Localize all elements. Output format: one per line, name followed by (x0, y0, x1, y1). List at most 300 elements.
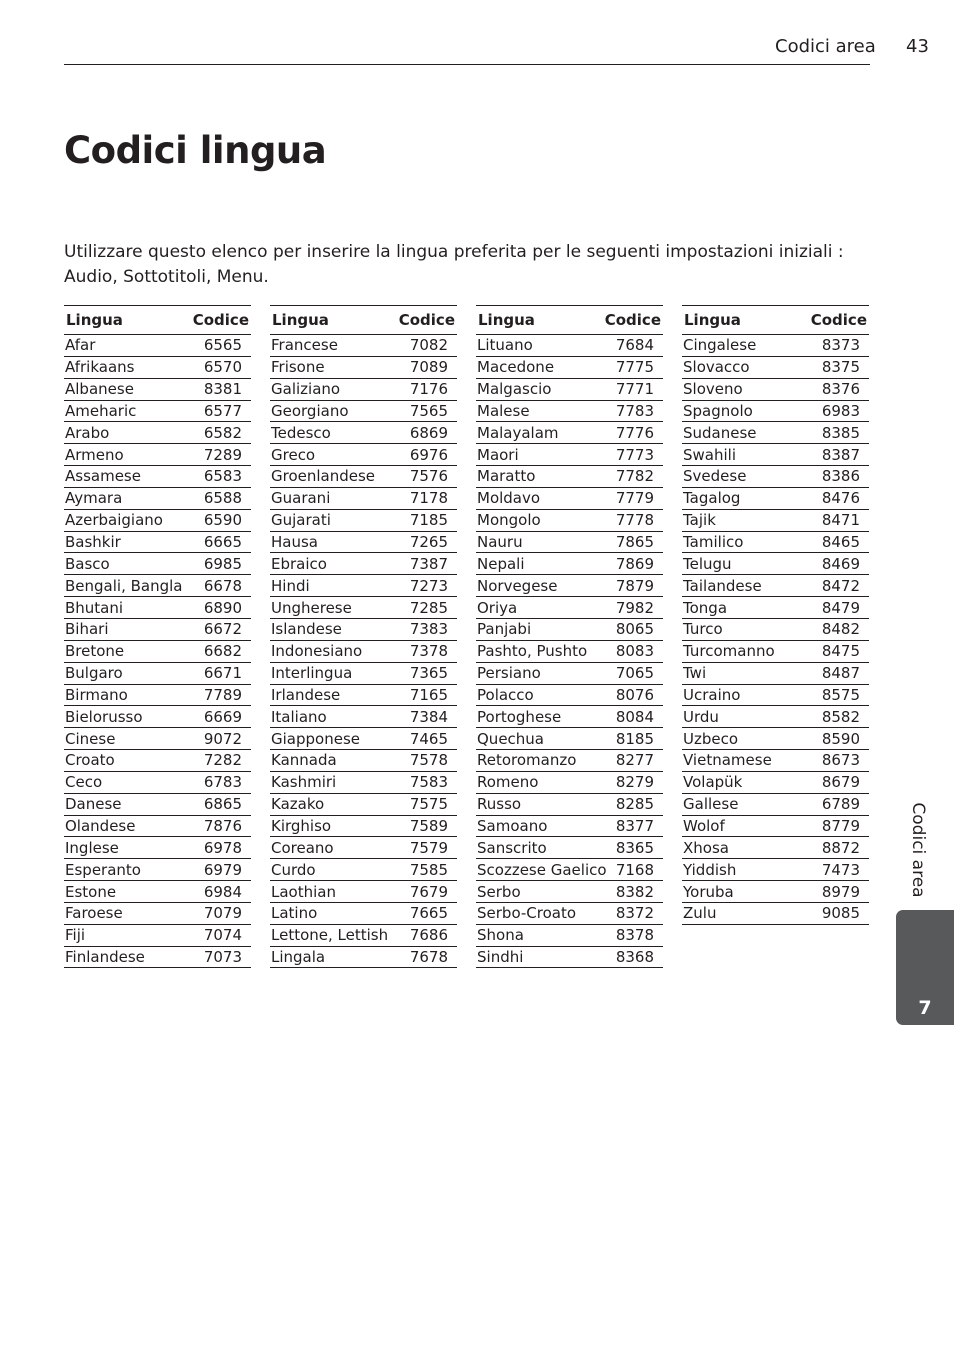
language-name: Afrikaans (65, 358, 135, 377)
table-row (270, 837, 457, 859)
language-name: Croato (65, 751, 115, 770)
language-code: 8368 (615, 948, 654, 967)
language-code: 7378 (409, 642, 448, 661)
language-name: Oriya (477, 598, 518, 617)
table-row (476, 532, 663, 554)
language-code: 6978 (203, 838, 242, 857)
language-name: Birmano (65, 685, 128, 704)
table-row (476, 794, 663, 816)
table-row (64, 597, 251, 619)
language-name: Frisone (271, 358, 325, 377)
language-code: 7783 (615, 401, 654, 420)
page-number: 43 (906, 36, 929, 57)
table-row (270, 685, 457, 707)
table-row (682, 794, 869, 816)
language-name: Slovacco (683, 358, 750, 377)
table-row (270, 466, 457, 488)
table-row (476, 597, 663, 619)
language-code: 8277 (615, 751, 654, 770)
table-row (64, 685, 251, 707)
language-name: Faroese (65, 904, 123, 923)
language-code: 7779 (615, 489, 654, 508)
language-code: 7165 (409, 685, 448, 704)
table-header (270, 306, 457, 335)
language-code: 7678 (409, 948, 448, 967)
language-name: Turcomanno (683, 642, 775, 661)
header-language: Lingua (684, 311, 741, 329)
language-name: Ceco (65, 773, 103, 792)
table-row (476, 685, 663, 707)
table-header (682, 306, 869, 335)
language-name: Kannada (271, 751, 337, 770)
language-code: 6682 (203, 642, 242, 661)
table-row (64, 401, 251, 423)
language-code: 8084 (615, 707, 654, 726)
language-name: Tailandese (683, 576, 762, 595)
table-row (476, 881, 663, 903)
language-code: 7778 (615, 511, 654, 530)
table-row (270, 532, 457, 554)
language-code: 7089 (409, 358, 448, 377)
language-name: Malgascio (477, 380, 552, 399)
language-code: 7589 (409, 816, 448, 835)
language-name: Vietnamese (683, 751, 772, 770)
table-row (682, 597, 869, 619)
language-code: 7565 (409, 401, 448, 420)
language-code: 7579 (409, 838, 448, 857)
language-code: 7465 (409, 729, 448, 748)
language-name: Wolof (683, 816, 725, 835)
language-code: 6869 (409, 423, 448, 442)
language-name: Turco (683, 620, 723, 639)
language-code: 7273 (409, 576, 448, 595)
table-row (64, 466, 251, 488)
language-code: 8279 (615, 773, 654, 792)
language-name: Irlandese (271, 685, 341, 704)
language-name: Greco (271, 445, 316, 464)
language-code: 8382 (615, 882, 654, 901)
language-code: 8065 (615, 620, 654, 639)
language-code: 8185 (615, 729, 654, 748)
page-title: Codici lingua (64, 129, 327, 172)
language-code: 6577 (203, 401, 242, 420)
table-row (682, 750, 869, 772)
language-name: Tamilico (683, 533, 744, 552)
language-name: Galiziano (271, 380, 341, 399)
language-name: Curdo (271, 860, 316, 879)
language-code: 7773 (615, 445, 654, 464)
language-code: 7583 (409, 773, 448, 792)
language-name: Spagnolo (683, 401, 753, 420)
table-row (682, 488, 869, 510)
table-row (476, 816, 663, 838)
language-name: Scozzese Gaelico (477, 860, 607, 879)
language-code: 7775 (615, 358, 654, 377)
language-code: 6865 (203, 795, 242, 814)
language-name: Ameharic (65, 401, 137, 420)
table-row (64, 728, 251, 750)
table-row (64, 619, 251, 641)
table-row (270, 444, 457, 466)
language-name: Laothian (271, 882, 336, 901)
table-row (476, 947, 663, 969)
language-code: 7074 (203, 926, 242, 945)
header-code: Codice (810, 311, 867, 329)
language-code: 8487 (821, 664, 860, 683)
table-row (476, 925, 663, 947)
table-row (270, 772, 457, 794)
language-name: Indonesiano (271, 642, 363, 661)
language-code: 7585 (409, 860, 448, 879)
language-name: Portoghese (477, 707, 562, 726)
table-row (476, 357, 663, 379)
language-code: 7771 (615, 380, 654, 399)
table-row (64, 575, 251, 597)
language-name: Russo (477, 795, 522, 814)
table-row (64, 532, 251, 554)
language-name: Olandese (65, 816, 136, 835)
language-code: 8582 (821, 707, 860, 726)
language-code: 7782 (615, 467, 654, 486)
language-code: 8378 (615, 926, 654, 945)
table-row (682, 532, 869, 554)
table-row (682, 379, 869, 401)
language-name: Zulu (683, 904, 717, 923)
table-row (270, 379, 457, 401)
language-name: Svedese (683, 467, 747, 486)
language-name: Lingala (271, 948, 326, 967)
language-name: Interlingua (271, 664, 353, 683)
table-row (682, 510, 869, 532)
language-name: Norvegese (477, 576, 558, 595)
language-code: 8385 (821, 423, 860, 442)
language-code: 8377 (615, 816, 654, 835)
language-name: Bielorusso (65, 707, 143, 726)
table-row (476, 619, 663, 641)
language-code: 7576 (409, 467, 448, 486)
table-row (270, 422, 457, 444)
language-code: 8471 (821, 511, 860, 530)
language-name: Hausa (271, 533, 318, 552)
language-code: 7876 (203, 816, 242, 835)
language-name: Mongolo (477, 511, 541, 530)
language-name: Tajik (683, 511, 716, 530)
language-code: 7073 (203, 948, 242, 967)
language-name: Danese (65, 795, 122, 814)
language-name: Kirghiso (271, 816, 332, 835)
table-row (64, 357, 251, 379)
language-code: 9085 (821, 904, 860, 923)
language-name: Moldavo (477, 489, 541, 508)
table-row (64, 422, 251, 444)
language-name: Ebraico (271, 554, 327, 573)
language-name: Persiano (477, 664, 541, 683)
language-name: Bhutani (65, 598, 124, 617)
language-name: Serbo (477, 882, 521, 901)
language-name: Retoromanzo (477, 751, 577, 770)
language-code: 8376 (821, 380, 860, 399)
language-code: 8590 (821, 729, 860, 748)
table-row (682, 619, 869, 641)
language-code: 8479 (821, 598, 860, 617)
language-name: Nepali (477, 554, 525, 573)
table-row (476, 466, 663, 488)
language-code: 7384 (409, 707, 448, 726)
language-code: 7869 (615, 554, 654, 573)
language-code: 8381 (203, 380, 242, 399)
language-code: 7365 (409, 664, 448, 683)
table-row (270, 619, 457, 641)
table-row (476, 728, 663, 750)
language-code: 7079 (203, 904, 242, 923)
language-code: 6976 (409, 445, 448, 464)
language-code: 7879 (615, 576, 654, 595)
language-name: Yiddish (683, 860, 737, 879)
language-name: Sanscrito (477, 838, 547, 857)
language-name: Polacco (477, 685, 534, 704)
language-name: Lituano (477, 336, 533, 355)
language-code: 7285 (409, 598, 448, 617)
table-row (476, 401, 663, 423)
language-code: 7265 (409, 533, 448, 552)
intro-paragraph: Utilizzare questo elenco per inserire la lingua preferita per le seguenti impostazioni iniziali : Audio, Sottotitoli, Menu. (64, 242, 844, 287)
language-code: 7684 (615, 336, 654, 355)
table-row (270, 750, 457, 772)
language-name: Xhosa (683, 838, 729, 857)
language-name: Afar (65, 336, 96, 355)
language-name: Groenlandese (271, 467, 376, 486)
table-row (682, 706, 869, 728)
language-code: 6789 (821, 795, 860, 814)
table-row (64, 488, 251, 510)
table-row (270, 663, 457, 685)
table-row (64, 925, 251, 947)
table-row (270, 881, 457, 903)
language-code: 7473 (821, 860, 860, 879)
table-row (270, 510, 457, 532)
language-code: 6565 (203, 336, 242, 355)
table-row (682, 816, 869, 838)
language-name: Sindhi (477, 948, 524, 967)
language-table-4 (682, 305, 869, 925)
table-row (682, 728, 869, 750)
language-name: Estone (65, 882, 117, 901)
language-code: 6890 (203, 598, 242, 617)
language-code: 8373 (821, 336, 860, 355)
language-name: Bihari (65, 620, 109, 639)
language-code: 8779 (821, 816, 860, 835)
table-row (682, 422, 869, 444)
language-name: Telugu (683, 554, 732, 573)
table-row (476, 837, 663, 859)
language-code: 6985 (203, 554, 242, 573)
language-code: 6665 (203, 533, 242, 552)
language-code: 7686 (409, 926, 448, 945)
language-name: Aymara (65, 489, 123, 508)
table-row (476, 422, 663, 444)
table-row (270, 553, 457, 575)
table-row (682, 575, 869, 597)
language-code: 8469 (821, 554, 860, 573)
language-code: 8979 (821, 882, 860, 901)
table-header (64, 306, 251, 335)
language-name: Cinese (65, 729, 116, 748)
table-row (270, 925, 457, 947)
language-name: Malese (477, 401, 530, 420)
chapter-tab (896, 910, 954, 1025)
table-row (476, 379, 663, 401)
table-row (476, 706, 663, 728)
language-code: 8365 (615, 838, 654, 857)
language-name: Giapponese (271, 729, 360, 748)
table-row (682, 663, 869, 685)
language-name: Bashkir (65, 533, 121, 552)
language-code: 6984 (203, 882, 242, 901)
language-code: 7575 (409, 795, 448, 814)
language-name: Tonga (683, 598, 728, 617)
header-code: Codice (604, 311, 661, 329)
table-row (64, 772, 251, 794)
language-code: 7789 (203, 685, 242, 704)
language-name: Kashmiri (271, 773, 337, 792)
language-code: 8083 (615, 642, 654, 661)
table-row (64, 816, 251, 838)
language-name: Inglese (65, 838, 119, 857)
language-code: 8387 (821, 445, 860, 464)
header-language: Lingua (272, 311, 329, 329)
language-name: Ucraino (683, 685, 741, 704)
table-row (682, 641, 869, 663)
header-divider (64, 64, 870, 65)
language-name: Cingalese (683, 336, 757, 355)
language-code: 6588 (203, 489, 242, 508)
language-code: 6672 (203, 620, 242, 639)
language-code: 9072 (203, 729, 242, 748)
language-name: Maori (477, 445, 519, 464)
table-row (270, 947, 457, 969)
language-name: Gallese (683, 795, 739, 814)
language-name: Panjabi (477, 620, 532, 639)
table-row (476, 553, 663, 575)
table-row (476, 335, 663, 357)
language-name: Sudanese (683, 423, 757, 442)
language-name: Finlandese (65, 948, 145, 967)
table-row (64, 859, 251, 881)
language-name: Sloveno (683, 380, 743, 399)
language-name: Esperanto (65, 860, 141, 879)
language-code: 7865 (615, 533, 654, 552)
language-code: 7178 (409, 489, 448, 508)
language-code: 7665 (409, 904, 448, 923)
header-section-title: Codici area (775, 36, 876, 57)
language-name: Yoruba (683, 882, 734, 901)
table-row (64, 881, 251, 903)
language-code: 7176 (409, 380, 448, 399)
table-row (476, 575, 663, 597)
language-name: Fiji (65, 926, 86, 945)
language-name: Romeno (477, 773, 539, 792)
table-row (682, 772, 869, 794)
language-code: 7578 (409, 751, 448, 770)
language-name: Macedone (477, 358, 555, 377)
language-code: 7289 (203, 445, 242, 464)
language-name: Bengali, Bangla (65, 576, 183, 595)
table-row (64, 510, 251, 532)
table-row (476, 903, 663, 925)
table-row (270, 794, 457, 816)
language-name: Malayalam (477, 423, 559, 442)
table-row (64, 794, 251, 816)
language-table-2 (270, 305, 457, 968)
header-language: Lingua (478, 311, 535, 329)
language-name: Pashto, Pushto (477, 642, 588, 661)
language-name: Guarani (271, 489, 331, 508)
language-name: Islandese (271, 620, 342, 639)
language-code: 7387 (409, 554, 448, 573)
table-header (476, 306, 663, 335)
table-row (682, 881, 869, 903)
table-row (476, 444, 663, 466)
table-row (476, 641, 663, 663)
table-row (270, 728, 457, 750)
language-code: 7383 (409, 620, 448, 639)
language-name: Lettone, Lettish (271, 926, 389, 945)
header-language: Lingua (66, 311, 123, 329)
language-name: Azerbaigiano (65, 511, 163, 530)
language-name: Hindi (271, 576, 310, 595)
language-table-1 (64, 305, 251, 968)
language-code: 7185 (409, 511, 448, 530)
language-table-3 (476, 305, 663, 968)
language-name: Nauru (477, 533, 523, 552)
language-code: 8673 (821, 751, 860, 770)
language-code: 7065 (615, 664, 654, 683)
table-row (64, 947, 251, 969)
language-name: Urdu (683, 707, 719, 726)
language-code: 8476 (821, 489, 860, 508)
language-code: 8465 (821, 533, 860, 552)
table-row (64, 663, 251, 685)
language-code: 6783 (203, 773, 242, 792)
table-row (476, 772, 663, 794)
language-code: 8679 (821, 773, 860, 792)
language-name: Bretone (65, 642, 125, 661)
table-row (270, 859, 457, 881)
table-row (682, 357, 869, 379)
language-code: 7679 (409, 882, 448, 901)
language-code: 6570 (203, 358, 242, 377)
language-name: Serbo-Croato (477, 904, 577, 923)
table-row (64, 335, 251, 357)
language-name: Samoano (477, 816, 548, 835)
language-name: Ungherese (271, 598, 352, 617)
language-name: Francese (271, 336, 338, 355)
table-row (476, 488, 663, 510)
language-name: Italiano (271, 707, 327, 726)
language-name: Latino (271, 904, 318, 923)
language-name: Assamese (65, 467, 141, 486)
language-name: Armeno (65, 445, 124, 464)
table-row (682, 859, 869, 881)
table-row (64, 379, 251, 401)
language-code: 8575 (821, 685, 860, 704)
table-row (476, 510, 663, 532)
language-name: Shona (477, 926, 524, 945)
language-code: 6983 (821, 401, 860, 420)
language-name: Bulgaro (65, 664, 123, 683)
language-name: Maratto (477, 467, 536, 486)
table-row (476, 750, 663, 772)
